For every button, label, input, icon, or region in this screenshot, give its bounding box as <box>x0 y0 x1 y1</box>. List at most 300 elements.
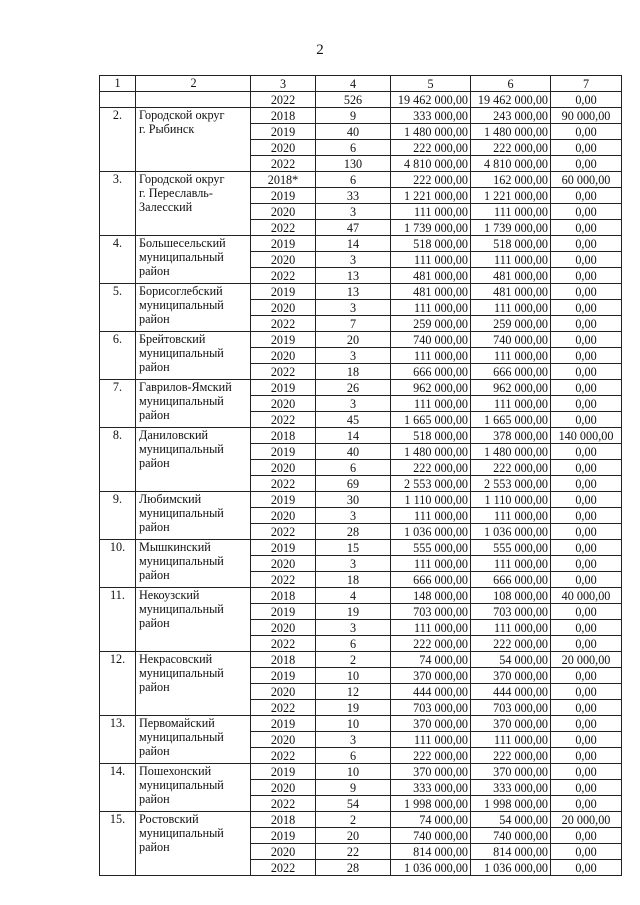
municipality-name-line: район <box>139 680 170 694</box>
year-cell: 2022 <box>251 476 316 492</box>
subsidy-amount-cell: 111 000,00 <box>471 732 551 748</box>
difference-cell: 40 000,00 <box>551 588 622 604</box>
header-cell-1: 1 <box>100 76 136 92</box>
subsidy-amount-cell: 481 000,00 <box>471 268 551 284</box>
municipality-name-line: муниципальный <box>139 730 224 744</box>
count-cell: 3 <box>316 508 391 524</box>
year-cell: 2020 <box>251 396 316 412</box>
subsidy-amount-cell: 54 000,00 <box>471 652 551 668</box>
difference-cell: 0,00 <box>551 188 622 204</box>
total-amount-cell: 1 480 000,00 <box>391 444 471 460</box>
header-cell-3: 3 <box>251 76 316 92</box>
subsidy-amount-cell: 111 000,00 <box>471 252 551 268</box>
row-number-cell: 9. <box>100 492 136 540</box>
municipality-name-line: Гаврилов-Ямский <box>139 380 232 394</box>
municipality-name-cell <box>136 92 251 108</box>
municipality-name-cell <box>136 716 251 764</box>
table-row <box>100 812 622 828</box>
municipality-name-cell <box>136 108 251 172</box>
total-amount-cell: 111 000,00 <box>391 732 471 748</box>
municipality-name-line: Ростовский <box>139 812 199 826</box>
total-amount-cell: 222 000,00 <box>391 140 471 156</box>
difference-cell: 0,00 <box>551 300 622 316</box>
row-number-cell: 7. <box>100 380 136 428</box>
year-cell: 2019 <box>251 764 316 780</box>
year-cell: 2022 <box>251 268 316 284</box>
count-cell: 3 <box>316 252 391 268</box>
total-amount-cell: 740 000,00 <box>391 332 471 348</box>
subsidy-amount-cell: 444 000,00 <box>471 684 551 700</box>
difference-cell: 0,00 <box>551 156 622 172</box>
table-row <box>100 652 622 668</box>
subsidy-amount-cell: 111 000,00 <box>471 396 551 412</box>
row-number-cell: 4. <box>100 236 136 284</box>
total-amount-cell: 370 000,00 <box>391 764 471 780</box>
count-cell: 3 <box>316 556 391 572</box>
municipality-name-line: район <box>139 568 170 582</box>
difference-cell: 0,00 <box>551 220 622 236</box>
year-cell: 2018 <box>251 812 316 828</box>
difference-cell: 0,00 <box>551 332 622 348</box>
year-cell: 2020 <box>251 780 316 796</box>
year-cell: 2018* <box>251 172 316 188</box>
total-amount-cell: 333 000,00 <box>391 780 471 796</box>
municipality-name-cell <box>136 236 251 284</box>
count-cell: 6 <box>316 460 391 476</box>
subsidy-amount-cell: 2 553 000,00 <box>471 476 551 492</box>
count-cell: 20 <box>316 828 391 844</box>
subsidy-amount-cell: 962 000,00 <box>471 380 551 396</box>
year-cell: 2022 <box>251 796 316 812</box>
difference-cell: 0,00 <box>551 700 622 716</box>
subsidy-amount-cell: 111 000,00 <box>471 300 551 316</box>
subsidy-amount-cell: 518 000,00 <box>471 236 551 252</box>
table-row <box>100 764 622 780</box>
difference-cell: 0,00 <box>551 396 622 412</box>
year-cell: 2018 <box>251 652 316 668</box>
municipality-name-line: Залесский <box>139 200 193 214</box>
municipality-name-line: муниципальный <box>139 346 224 360</box>
count-cell: 10 <box>316 764 391 780</box>
subsidy-amount-cell: 243 000,00 <box>471 108 551 124</box>
difference-cell: 0,00 <box>551 732 622 748</box>
year-cell: 2020 <box>251 300 316 316</box>
subsidy-amount-cell: 111 000,00 <box>471 508 551 524</box>
total-amount-cell: 2 553 000,00 <box>391 476 471 492</box>
year-cell: 2022 <box>251 524 316 540</box>
count-cell: 14 <box>316 236 391 252</box>
header-cell-5: 5 <box>391 76 471 92</box>
count-cell: 12 <box>316 684 391 700</box>
municipality-name-line: район <box>139 840 170 854</box>
subsidy-amount-cell: 370 000,00 <box>471 716 551 732</box>
row-number-cell: 13. <box>100 716 136 764</box>
year-cell: 2022 <box>251 156 316 172</box>
year-cell: 2022 <box>251 316 316 332</box>
difference-cell: 0,00 <box>551 540 622 556</box>
total-amount-cell: 111 000,00 <box>391 620 471 636</box>
count-cell: 19 <box>316 604 391 620</box>
municipality-name-cell <box>136 652 251 716</box>
subsidy-amount-cell: 814 000,00 <box>471 844 551 860</box>
municipality-name-line: муниципальный <box>139 826 224 840</box>
distribution-table <box>99 75 622 876</box>
municipality-name-line: Брейтовский <box>139 332 206 346</box>
count-cell: 2 <box>316 652 391 668</box>
difference-cell: 0,00 <box>551 556 622 572</box>
table-row <box>100 428 622 444</box>
table-row <box>100 172 622 188</box>
year-cell: 2018 <box>251 428 316 444</box>
table-row <box>100 716 622 732</box>
subsidy-amount-cell: 703 000,00 <box>471 700 551 716</box>
difference-cell: 0,00 <box>551 364 622 380</box>
total-amount-cell: 370 000,00 <box>391 668 471 684</box>
municipality-name-line: Некоузский <box>139 588 200 602</box>
year-cell: 2022 <box>251 636 316 652</box>
year-cell: 2022 <box>251 412 316 428</box>
count-cell: 26 <box>316 380 391 396</box>
municipality-name-line: Пошехонский <box>139 764 212 778</box>
table-row <box>100 108 622 124</box>
total-amount-cell: 111 000,00 <box>391 396 471 412</box>
subsidy-amount-cell: 1 665 000,00 <box>471 412 551 428</box>
total-amount-cell: 111 000,00 <box>391 300 471 316</box>
total-amount-cell: 4 810 000,00 <box>391 156 471 172</box>
difference-cell: 0,00 <box>551 620 622 636</box>
count-cell: 6 <box>316 172 391 188</box>
row-number-cell: 15. <box>100 812 136 876</box>
count-cell: 3 <box>316 620 391 636</box>
subsidy-amount-cell: 111 000,00 <box>471 556 551 572</box>
municipality-name-line: Мышкинский <box>139 540 211 554</box>
total-amount-cell: 222 000,00 <box>391 748 471 764</box>
count-cell: 9 <box>316 780 391 796</box>
difference-cell: 20 000,00 <box>551 652 622 668</box>
municipality-name-cell <box>136 812 251 876</box>
subsidy-amount-cell: 222 000,00 <box>471 140 551 156</box>
difference-cell: 0,00 <box>551 204 622 220</box>
total-amount-cell: 259 000,00 <box>391 316 471 332</box>
header-cell-4: 4 <box>316 76 391 92</box>
table-row <box>100 588 622 604</box>
municipality-name-line: район <box>139 520 170 534</box>
year-cell: 2019 <box>251 380 316 396</box>
row-number-cell: 6. <box>100 332 136 380</box>
total-amount-cell: 111 000,00 <box>391 556 471 572</box>
subsidy-amount-cell: 1 998 000,00 <box>471 796 551 812</box>
count-cell: 10 <box>316 716 391 732</box>
municipality-name-line: муниципальный <box>139 442 224 456</box>
year-cell: 2019 <box>251 540 316 556</box>
year-cell: 2022 <box>251 92 316 108</box>
year-cell: 2022 <box>251 364 316 380</box>
total-amount-cell: 1 480 000,00 <box>391 124 471 140</box>
count-cell: 3 <box>316 732 391 748</box>
difference-cell: 0,00 <box>551 684 622 700</box>
year-cell: 2019 <box>251 492 316 508</box>
subsidy-amount-cell: 1 036 000,00 <box>471 524 551 540</box>
total-amount-cell: 111 000,00 <box>391 348 471 364</box>
municipality-name-cell <box>136 588 251 652</box>
count-cell: 6 <box>316 140 391 156</box>
total-amount-cell: 518 000,00 <box>391 428 471 444</box>
count-cell: 3 <box>316 204 391 220</box>
subsidy-amount-cell: 666 000,00 <box>471 572 551 588</box>
subsidy-amount-cell: 370 000,00 <box>471 764 551 780</box>
count-cell: 20 <box>316 332 391 348</box>
difference-cell: 140 000,00 <box>551 428 622 444</box>
difference-cell: 0,00 <box>551 780 622 796</box>
subsidy-amount-cell: 111 000,00 <box>471 620 551 636</box>
year-cell: 2022 <box>251 860 316 876</box>
subsidy-amount-cell: 4 810 000,00 <box>471 156 551 172</box>
count-cell: 13 <box>316 284 391 300</box>
table-row <box>100 540 622 556</box>
difference-cell: 0,00 <box>551 268 622 284</box>
row-number-cell: 2. <box>100 108 136 172</box>
difference-cell: 0,00 <box>551 316 622 332</box>
subsidy-amount-cell: 222 000,00 <box>471 748 551 764</box>
subsidy-amount-cell: 19 462 000,00 <box>471 92 551 108</box>
difference-cell: 0,00 <box>551 764 622 780</box>
subsidy-amount-cell: 481 000,00 <box>471 284 551 300</box>
count-cell: 6 <box>316 636 391 652</box>
municipality-name-line: Городской округ <box>139 108 225 122</box>
table-header-row <box>100 76 622 92</box>
table-row <box>100 380 622 396</box>
municipality-name-line: Любимский <box>139 492 202 506</box>
year-cell: 2020 <box>251 348 316 364</box>
difference-cell: 0,00 <box>551 348 622 364</box>
total-amount-cell: 1 998 000,00 <box>391 796 471 812</box>
year-cell: 2019 <box>251 188 316 204</box>
subsidy-amount-cell: 108 000,00 <box>471 588 551 604</box>
subsidy-amount-cell: 222 000,00 <box>471 460 551 476</box>
municipality-name-line: муниципальный <box>139 778 224 792</box>
municipality-name-line: район <box>139 312 170 326</box>
subsidy-amount-cell: 378 000,00 <box>471 428 551 444</box>
subsidy-amount-cell: 1 480 000,00 <box>471 124 551 140</box>
total-amount-cell: 111 000,00 <box>391 508 471 524</box>
municipality-name-line: район <box>139 616 170 630</box>
count-cell: 7 <box>316 316 391 332</box>
municipality-name-line: Первомайский <box>139 716 215 730</box>
total-amount-cell: 1 036 000,00 <box>391 860 471 876</box>
subsidy-amount-cell: 111 000,00 <box>471 204 551 220</box>
subsidy-amount-cell: 111 000,00 <box>471 348 551 364</box>
subsidy-amount-cell: 54 000,00 <box>471 812 551 828</box>
count-cell: 45 <box>316 412 391 428</box>
difference-cell: 0,00 <box>551 252 622 268</box>
header-cell-6: 6 <box>471 76 551 92</box>
municipality-name-cell <box>136 540 251 588</box>
table-row <box>100 492 622 508</box>
count-cell: 69 <box>316 476 391 492</box>
total-amount-cell: 666 000,00 <box>391 364 471 380</box>
municipality-name-cell <box>136 332 251 380</box>
count-cell: 9 <box>316 108 391 124</box>
total-amount-cell: 481 000,00 <box>391 284 471 300</box>
count-cell: 13 <box>316 268 391 284</box>
count-cell: 130 <box>316 156 391 172</box>
total-amount-cell: 222 000,00 <box>391 636 471 652</box>
subsidy-amount-cell: 1 036 000,00 <box>471 860 551 876</box>
count-cell: 33 <box>316 188 391 204</box>
municipality-name-line: муниципальный <box>139 666 224 680</box>
municipality-name-line: Большесельский <box>139 236 226 250</box>
subsidy-amount-cell: 259 000,00 <box>471 316 551 332</box>
municipality-name-line: район <box>139 264 170 278</box>
total-amount-cell: 222 000,00 <box>391 460 471 476</box>
municipality-name-line: муниципальный <box>139 506 224 520</box>
subsidy-amount-cell: 370 000,00 <box>471 668 551 684</box>
subsidy-amount-cell: 333 000,00 <box>471 780 551 796</box>
year-cell: 2019 <box>251 236 316 252</box>
total-amount-cell: 333 000,00 <box>391 108 471 124</box>
year-cell: 2019 <box>251 668 316 684</box>
difference-cell: 0,00 <box>551 748 622 764</box>
year-cell: 2018 <box>251 108 316 124</box>
municipality-name-line: район <box>139 744 170 758</box>
page-number: 2 <box>316 42 324 58</box>
difference-cell: 0,00 <box>551 668 622 684</box>
subsidy-amount-cell: 740 000,00 <box>471 332 551 348</box>
difference-cell: 0,00 <box>551 284 622 300</box>
difference-cell: 0,00 <box>551 636 622 652</box>
difference-cell: 0,00 <box>551 124 622 140</box>
municipality-name-line: Городской округ <box>139 172 225 186</box>
year-cell: 2020 <box>251 508 316 524</box>
difference-cell: 0,00 <box>551 492 622 508</box>
year-cell: 2018 <box>251 588 316 604</box>
total-amount-cell: 555 000,00 <box>391 540 471 556</box>
row-number-cell: 8. <box>100 428 136 492</box>
count-cell: 14 <box>316 428 391 444</box>
difference-cell: 0,00 <box>551 412 622 428</box>
row-number-cell <box>100 92 136 108</box>
year-cell: 2019 <box>251 828 316 844</box>
table-row <box>100 332 622 348</box>
municipality-name-cell <box>136 380 251 428</box>
municipality-name-cell <box>136 284 251 332</box>
subsidy-amount-cell: 1 110 000,00 <box>471 492 551 508</box>
count-cell: 28 <box>316 524 391 540</box>
total-amount-cell: 444 000,00 <box>391 684 471 700</box>
difference-cell: 0,00 <box>551 380 622 396</box>
difference-cell: 60 000,00 <box>551 172 622 188</box>
municipality-name-cell <box>136 172 251 236</box>
total-amount-cell: 148 000,00 <box>391 588 471 604</box>
year-cell: 2020 <box>251 732 316 748</box>
difference-cell: 0,00 <box>551 140 622 156</box>
total-amount-cell: 1 739 000,00 <box>391 220 471 236</box>
count-cell: 10 <box>316 668 391 684</box>
year-cell: 2019 <box>251 444 316 460</box>
total-amount-cell: 74 000,00 <box>391 652 471 668</box>
subsidy-amount-cell: 162 000,00 <box>471 172 551 188</box>
difference-cell: 90 000,00 <box>551 108 622 124</box>
count-cell: 4 <box>316 588 391 604</box>
total-amount-cell: 74 000,00 <box>391 812 471 828</box>
total-amount-cell: 111 000,00 <box>391 204 471 220</box>
year-cell: 2019 <box>251 716 316 732</box>
row-number-cell: 10. <box>100 540 136 588</box>
total-amount-cell: 111 000,00 <box>391 252 471 268</box>
total-amount-cell: 19 462 000,00 <box>391 92 471 108</box>
year-cell: 2020 <box>251 684 316 700</box>
municipality-name-line: муниципальный <box>139 250 224 264</box>
subsidy-amount-cell: 1 221 000,00 <box>471 188 551 204</box>
municipality-name-line: муниципальный <box>139 602 224 616</box>
subsidy-amount-cell: 666 000,00 <box>471 364 551 380</box>
difference-cell: 0,00 <box>551 716 622 732</box>
row-number-cell: 3. <box>100 172 136 236</box>
total-amount-cell: 370 000,00 <box>391 716 471 732</box>
difference-cell: 0,00 <box>551 92 622 108</box>
year-cell: 2022 <box>251 220 316 236</box>
count-cell: 40 <box>316 124 391 140</box>
row-number-cell: 12. <box>100 652 136 716</box>
year-cell: 2020 <box>251 556 316 572</box>
year-cell: 2020 <box>251 620 316 636</box>
total-amount-cell: 666 000,00 <box>391 572 471 588</box>
difference-cell: 0,00 <box>551 604 622 620</box>
table-row <box>100 284 622 300</box>
municipality-name-line: район <box>139 456 170 470</box>
count-cell: 40 <box>316 444 391 460</box>
municipality-name-cell <box>136 492 251 540</box>
difference-cell: 0,00 <box>551 508 622 524</box>
table-body <box>100 76 622 876</box>
difference-cell: 0,00 <box>551 236 622 252</box>
municipality-name-line: Борисоглебский <box>139 284 223 298</box>
total-amount-cell: 814 000,00 <box>391 844 471 860</box>
count-cell: 526 <box>316 92 391 108</box>
year-cell: 2020 <box>251 252 316 268</box>
count-cell: 15 <box>316 540 391 556</box>
total-amount-cell: 740 000,00 <box>391 828 471 844</box>
count-cell: 6 <box>316 748 391 764</box>
municipality-name-line: район <box>139 792 170 806</box>
count-cell: 3 <box>316 396 391 412</box>
municipality-name-cell <box>136 428 251 492</box>
municipality-name-line: Некрасовский <box>139 652 213 666</box>
total-amount-cell: 481 000,00 <box>391 268 471 284</box>
total-amount-cell: 703 000,00 <box>391 700 471 716</box>
difference-cell: 0,00 <box>551 444 622 460</box>
subsidy-amount-cell: 740 000,00 <box>471 828 551 844</box>
year-cell: 2020 <box>251 844 316 860</box>
row-number-cell: 14. <box>100 764 136 812</box>
total-amount-cell: 1 110 000,00 <box>391 492 471 508</box>
count-cell: 3 <box>316 348 391 364</box>
row-number-cell: 11. <box>100 588 136 652</box>
count-cell: 47 <box>316 220 391 236</box>
difference-cell: 0,00 <box>551 796 622 812</box>
difference-cell: 0,00 <box>551 860 622 876</box>
count-cell: 19 <box>316 700 391 716</box>
difference-cell: 0,00 <box>551 572 622 588</box>
subsidy-amount-cell: 703 000,00 <box>471 604 551 620</box>
year-cell: 2019 <box>251 124 316 140</box>
total-amount-cell: 1 221 000,00 <box>391 188 471 204</box>
difference-cell: 0,00 <box>551 844 622 860</box>
subsidy-amount-cell: 555 000,00 <box>471 540 551 556</box>
municipality-name-line: г. Переславль- <box>139 186 213 200</box>
municipality-name-line: район <box>139 360 170 374</box>
municipality-name-line: Даниловский <box>139 428 209 442</box>
